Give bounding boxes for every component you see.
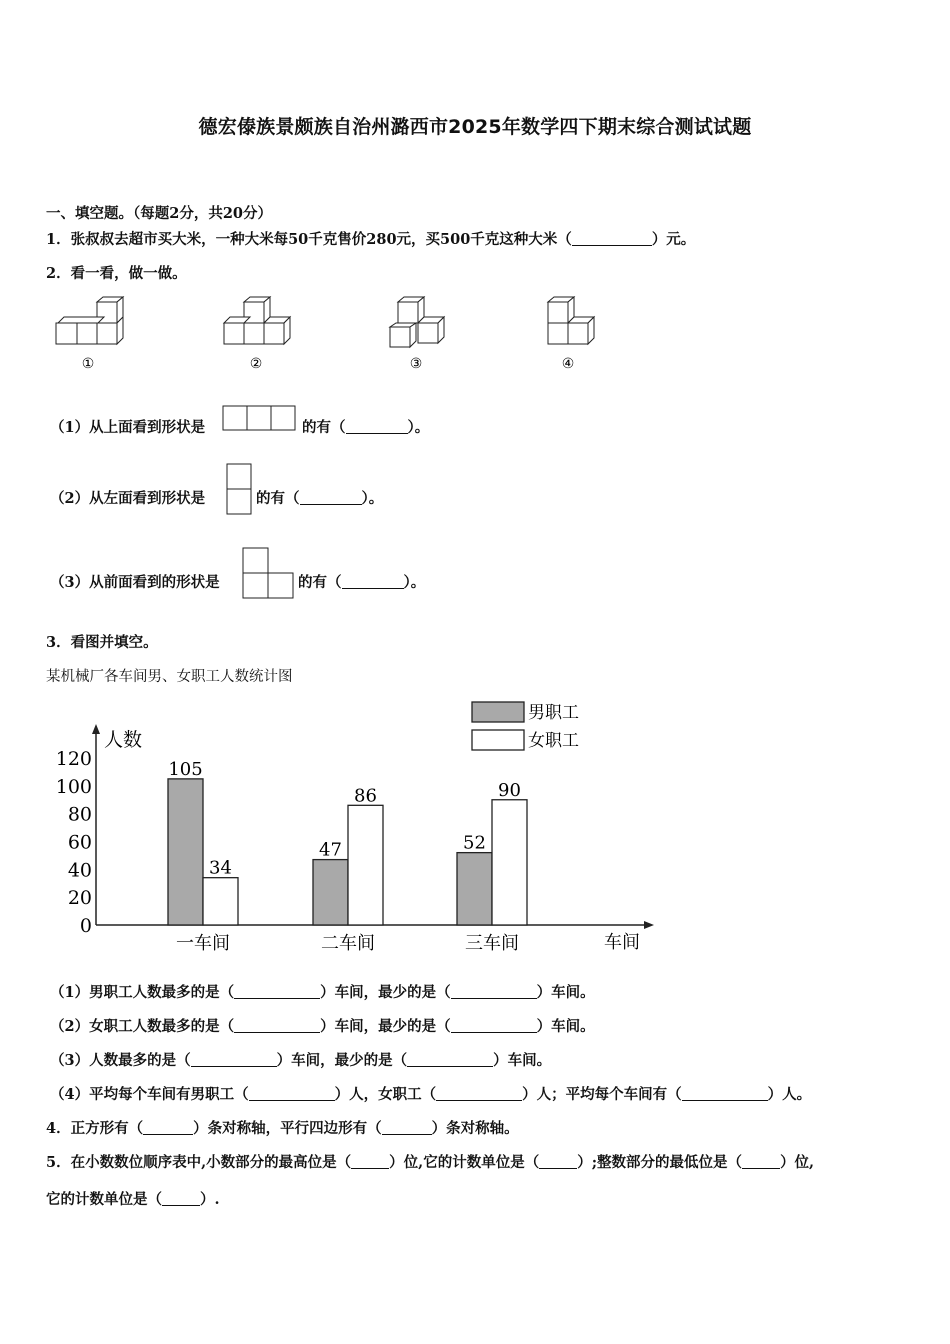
q5-mid-3: ）位,	[780, 1154, 815, 1171]
q3-sub-3-text: （3）人数最多的是（	[50, 1052, 191, 1069]
y-tick-label: 20	[67, 887, 92, 910]
q3-sub-4-mid-2: ）人；平均每个车间有（	[522, 1086, 682, 1103]
q3-sub-4-blank-c[interactable]	[682, 1086, 768, 1101]
y-tick-label: 60	[67, 831, 92, 854]
front-view-shape	[242, 547, 296, 601]
bar-男职工-二车间	[313, 860, 348, 925]
q2-sub-1-blank[interactable]	[346, 419, 408, 434]
q1-text: 1．张叔叔去超市买大米，一种大米每50千克售价280元，买500千克这种大米（	[46, 231, 572, 248]
category-labels	[176, 933, 519, 954]
q4-blank-a[interactable]	[143, 1120, 193, 1135]
y-tick-label: 120	[55, 748, 92, 770]
q2-sub-1-mid: 的有（	[302, 419, 346, 436]
q2-sub-2-blank[interactable]	[300, 490, 362, 505]
question-2-intro: 2．看一看，做一做。	[46, 265, 187, 282]
q2-sub-1-answer	[302, 416, 429, 437]
q5-blank-b[interactable]	[539, 1154, 577, 1169]
q3-sub-2-tail: ）车间。	[536, 1018, 595, 1035]
bar-value-label: 105	[168, 758, 203, 780]
q3-sub-2	[50, 1015, 595, 1036]
q5-blank-d[interactable]	[162, 1191, 200, 1206]
q3-sub-1-blank-b[interactable]	[451, 984, 537, 999]
q1-tail: ）元。	[651, 231, 696, 248]
q3-sub-4-text: （4）平均每个车间有男职工（	[50, 1086, 249, 1103]
figure-1-cubes	[56, 297, 123, 344]
q3-sub-4-mid-1: ）人，女职工（	[334, 1086, 437, 1103]
chart-caption: 某机械厂各车间男、女职工人数统计图	[46, 669, 293, 685]
q2-sub-2-mid: 的有（	[256, 490, 300, 507]
bar-男职工-一车间	[168, 779, 203, 925]
q3-sub-3	[50, 1049, 551, 1070]
q3-sub-3-tail: ）车间。	[493, 1052, 552, 1069]
x-axis-arrow	[644, 921, 654, 929]
q4-text: 4．正方形有（	[46, 1120, 144, 1137]
x-axis-label: 车间	[604, 932, 640, 953]
bar-女职工-一车间	[203, 878, 238, 925]
q3-sub-1-text: （1）男职工人数最多的是（	[50, 984, 235, 1001]
q3-sub-3-mid: ）车间，最少的是（	[276, 1052, 408, 1069]
page-title: 德宏傣族景颇族自治州潞西市2025年数学四下期末综合测试试题	[198, 116, 752, 138]
y-tick-label: 40	[67, 859, 92, 882]
question-5-line-2	[46, 1188, 220, 1209]
legend-label: 男职工	[528, 703, 579, 723]
q3-sub-1	[50, 981, 595, 1002]
q5-line2-text: 它的计数单位是（	[46, 1191, 162, 1208]
q2-sub-3-blank[interactable]	[342, 574, 404, 589]
legend	[472, 702, 579, 751]
q3-sub-1-blank-a[interactable]	[234, 984, 320, 999]
q3-sub-2-text: （2）女职工人数最多的是（	[50, 1018, 235, 1035]
q5-blank-c[interactable]	[742, 1154, 780, 1169]
category-label: 二车间	[321, 933, 375, 954]
y-tick-label: 80	[67, 803, 92, 826]
q2-sub-1-tail: ）。	[407, 419, 430, 436]
y-axis-arrow	[92, 724, 100, 734]
legend-swatch	[472, 702, 524, 722]
q3-sub-1-mid: ）车间，最少的是（	[320, 984, 451, 1001]
q5-tail: ）.	[200, 1191, 220, 1208]
figure-label-1: ①	[81, 356, 95, 372]
legend-label: 女职工	[528, 731, 579, 751]
q3-sub-2-blank-a[interactable]	[234, 1018, 320, 1033]
figure-4-cubes	[548, 297, 594, 344]
figure-2-cubes	[224, 297, 290, 344]
figure-label-3: ③	[409, 356, 423, 372]
q4-blank-b[interactable]	[382, 1120, 432, 1135]
q2-sub-3-tail: ）。	[403, 574, 426, 591]
bar-value-label: 52	[463, 832, 486, 854]
q3-sub-4	[50, 1083, 811, 1104]
q2-sub-1-text: （1）从上面看到形状是	[50, 419, 206, 436]
question-5-line-1	[46, 1151, 814, 1172]
bar-value-label: 86	[354, 785, 377, 807]
legend-swatch	[472, 730, 524, 750]
bar-女职工-二车间	[348, 805, 383, 925]
cube-figures	[50, 296, 630, 376]
y-tick-label: 0	[79, 915, 92, 937]
q3-sub-1-tail: ）车间。	[536, 984, 595, 1001]
section-heading: 一、填空题。（每题2分，共20分）	[46, 205, 273, 222]
bar-chart	[0, 690, 700, 960]
question-4	[46, 1117, 519, 1138]
figure-label-4: ④	[561, 356, 575, 372]
bar-value-label: 90	[498, 779, 521, 801]
q5-blank-a[interactable]	[351, 1154, 389, 1169]
category-label: 三车间	[465, 933, 519, 954]
q2-sub-3-answer	[298, 571, 425, 592]
q2-sub-2-text: （2）从左面看到形状是	[50, 490, 206, 507]
q3-sub-4-blank-b[interactable]	[436, 1086, 522, 1101]
q2-sub-3-mid: 的有（	[298, 574, 342, 591]
question-1	[46, 228, 695, 249]
q2-sub-2-tail: ）。	[361, 490, 384, 507]
question-3-intro: 3．看图并填空。	[46, 634, 158, 651]
bar-value-label: 47	[319, 839, 342, 861]
q1-answer-blank[interactable]	[572, 231, 652, 246]
y-axis-label: 人数	[104, 729, 143, 751]
y-ticks	[56, 748, 92, 937]
q3-sub-2-blank-b[interactable]	[451, 1018, 537, 1033]
q3-sub-4-tail: ）人。	[767, 1086, 812, 1103]
left-view-shape	[226, 463, 254, 517]
figure-3-cubes	[390, 297, 444, 347]
q3-sub-3-blank-b[interactable]	[407, 1052, 493, 1067]
q2-sub-3-text: （3）从前面看到的形状是	[50, 574, 220, 591]
bar-value-label: 34	[209, 857, 232, 879]
q5-text: 5．在小数数位顺序表中,小数部分的最高位是（	[46, 1154, 352, 1171]
bar-男职工-三车间	[457, 853, 492, 925]
q4-mid: ）条对称轴，平行四边形有（	[193, 1120, 382, 1137]
q5-mid-1: ）位,它的计数单位是（	[389, 1154, 540, 1171]
bar-女职工-三车间	[492, 800, 527, 925]
q3-sub-2-mid: ）车间，最少的是（	[320, 1018, 451, 1035]
top-view-shape	[222, 405, 298, 433]
q4-tail: ）条对称轴。	[431, 1120, 519, 1137]
y-tick-label: 100	[55, 775, 92, 798]
category-label: 一车间	[176, 933, 230, 954]
q2-sub-2-answer	[256, 487, 383, 508]
q5-mid-2: ）;整数部分的最低位是（	[577, 1154, 743, 1171]
figure-label-2: ②	[249, 356, 263, 372]
q3-sub-4-blank-a[interactable]	[249, 1086, 335, 1101]
q3-sub-3-blank-a[interactable]	[191, 1052, 277, 1067]
